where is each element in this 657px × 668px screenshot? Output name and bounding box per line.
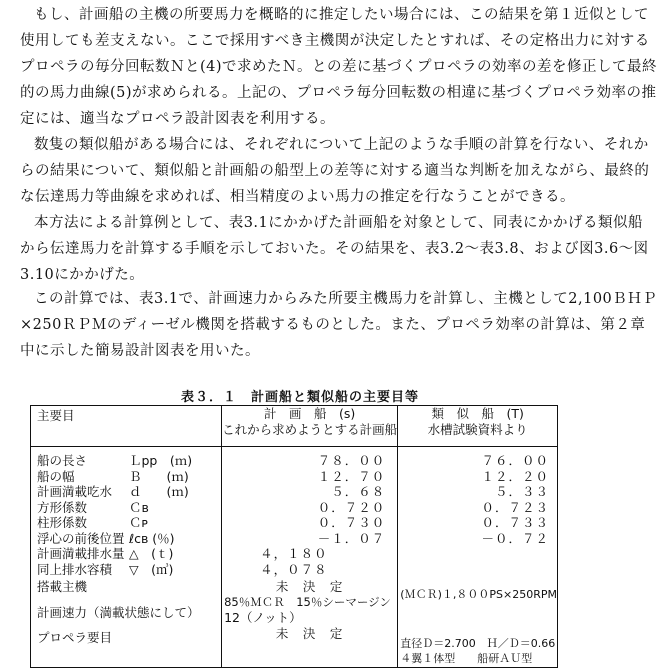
- table-cell: 直径Ｄ＝2.700 Ｈ／Ｄ＝0.66: [400, 636, 556, 650]
- text-line: な伝達馬力等曲線を求めれば、相当精度のよい馬力の推定を行なうことができる。: [20, 189, 575, 205]
- header-col-similar: [398, 406, 558, 447]
- table-cell: －１．０７: [317, 530, 386, 546]
- text-line: この計算では、表3.1で、計画速力からみた所要主機馬力を計算し、主機として2,100ＢＨＰ: [34, 291, 657, 307]
- plan-column: [222, 447, 398, 668]
- text-line: 数隻の類似船がある場合には、それぞれについて上記のような手順の計算を行ない、それか: [34, 137, 649, 153]
- table-cell: ０．７２３: [481, 499, 549, 515]
- text-line: 的の馬力曲線(5)が求められる。上記の、プロペラ毎分回転数の相違に基づくプロペラ効率の推: [20, 85, 657, 101]
- spec-table: [30, 405, 558, 668]
- table-cell: ７６．００: [481, 453, 549, 468]
- table-cell: [398, 620, 557, 636]
- text-line: ×250ＲＰＭのディーゼル機関を搭載するものとした。また、プロペラ効率の計算は、第２章: [20, 317, 646, 333]
- table-cell: ５．６８: [331, 484, 386, 499]
- labels-column: [31, 447, 222, 668]
- header-plan-title: 計 画 船 (s): [264, 406, 356, 421]
- table-cell: ４，１８０: [260, 546, 328, 561]
- text-line: 中に示した簡易設計図表を用いた。: [20, 343, 260, 359]
- table-cell: [398, 546, 557, 562]
- table-cell: ４，０７８: [260, 561, 328, 577]
- header-col-plan: [222, 406, 398, 447]
- text-line: もし、計画船の主機の所要馬力を概略的に推定したい場合には、この結果を第１近似として: [34, 7, 649, 23]
- table-cell: ４翼１体型 船研ＡＵ型: [400, 652, 533, 665]
- table-cell: －０．７２: [481, 530, 549, 546]
- table-body-row: [31, 447, 558, 668]
- paragraph-4: [20, 286, 657, 364]
- header-similar-title: 類 似 船 (T): [431, 406, 524, 421]
- table-row-label: 船の幅 Ｂ (ｍ): [37, 468, 189, 484]
- table-row-label: 方形係数 Ｃʙ: [37, 499, 149, 515]
- table-row-label: 計画満載排水量 △ (ｔ): [37, 546, 174, 561]
- similar-column: [398, 447, 558, 668]
- table-cell: 未 決 定: [275, 625, 344, 641]
- table-cell: １２．７０: [317, 468, 386, 484]
- text-line: プロペラの毎分回転数Ｎと(4)で求めたＮ。との差に基づくプロペラの効率の差を修正して最終: [20, 59, 657, 75]
- table-cell: [398, 562, 557, 578]
- text-line: 3.10にかかげた。: [20, 267, 145, 283]
- table-row-label: 計画速力（満載状態にして）: [37, 604, 200, 620]
- table-row-label: 船の長さ Ｌpp (ｍ): [37, 453, 193, 468]
- table-cell: [398, 605, 557, 621]
- table-caption: 表３．１ 計画船と類似船の主要目等: [180, 390, 419, 405]
- header-similar-sub: 水槽試験資料より: [427, 422, 528, 437]
- paragraph-2: [20, 132, 650, 210]
- table-cell: １２．２０: [481, 468, 549, 484]
- paragraph-1: [20, 2, 657, 132]
- text-line: らの結果について、類似船と計画船の船型上の差等に対する適当な判断を加えながら、最終的: [20, 163, 650, 179]
- table-header-row: [31, 406, 558, 447]
- table-row-label: 搭載主機: [37, 579, 88, 594]
- text-line: 本方法による計算例として、表3.1にかかげた計画船を対象として、同表にかかげる類似船: [34, 215, 643, 231]
- table-cell: 未 決 定: [275, 579, 344, 594]
- table-cell: (ＭＣＲ)１,８００PS×250RPM: [400, 588, 557, 601]
- text-line: 定には、適当なプロペラ設計図表を利用する。: [20, 111, 335, 127]
- table-cell: ０．７３０: [317, 515, 386, 530]
- table-cell: ７８．００: [317, 453, 386, 468]
- table-cell: ０．７３３: [481, 515, 549, 530]
- table-cell: 12（ノット）: [224, 610, 302, 625]
- text-line: から伝達馬力を計算する手順を示しておいた。その結果を、表3.2～表3.8、および図3.6～図: [20, 241, 649, 257]
- header-plan-sub: これから求めようとする計画船: [222, 422, 398, 437]
- text-line: 使用しても差支えない。ここで採用すべき主機関が決定したとすれば、その定格出力に対する: [20, 33, 650, 49]
- header-col-main: 主要目: [31, 406, 222, 447]
- paragraph-3: [20, 210, 649, 288]
- table-row-label: 同上排水容積 ▽ (㎥): [37, 561, 174, 577]
- table-cell: ０．７２０: [317, 499, 386, 515]
- table-row-label: プロペラ要目: [37, 630, 113, 645]
- table-row-label: 計画満載吃水 ｄ (ｍ): [37, 484, 189, 499]
- table-row-label: 浮心の前後位置 ℓᴄʙ (％): [37, 530, 175, 546]
- table-cell: ５．３３: [494, 484, 549, 499]
- table-row-label: 柱形係数 Ｃᴘ: [37, 515, 149, 530]
- table-cell: 85％ＭＣＲ 15％シーマージン: [224, 594, 391, 609]
